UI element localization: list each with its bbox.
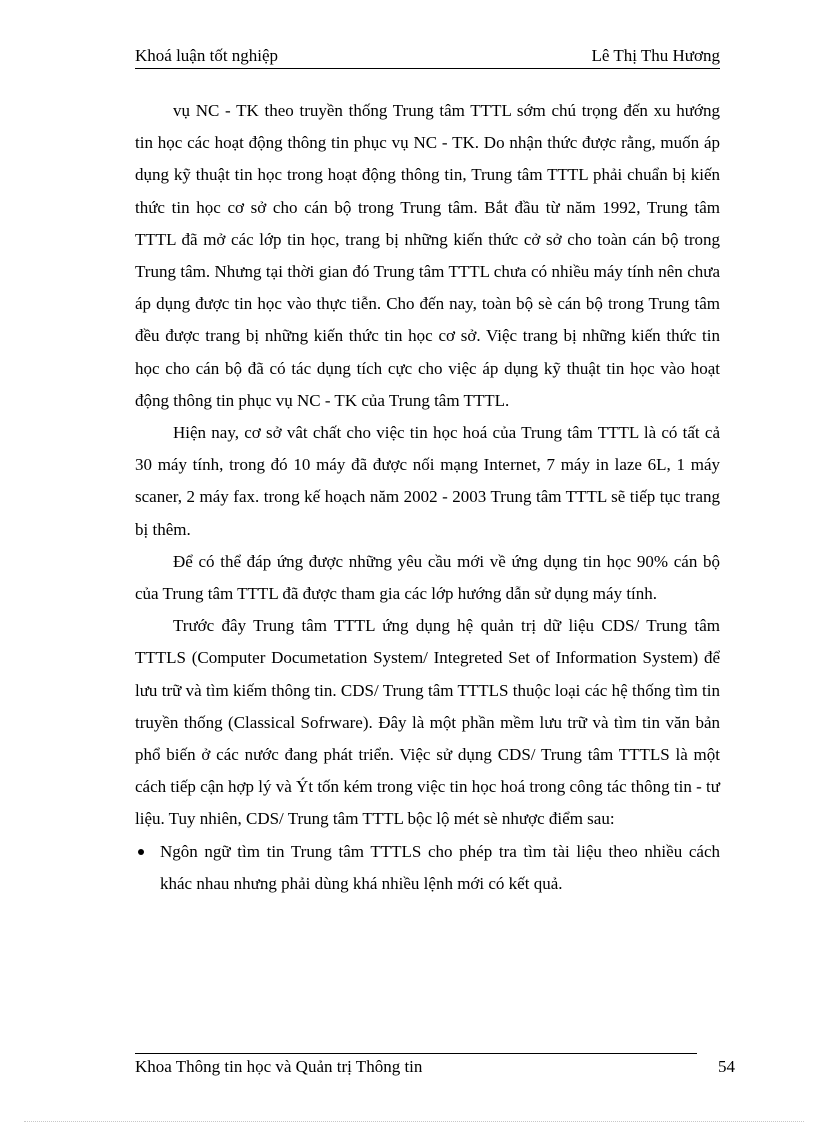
bullet-icon (138, 849, 144, 855)
list-item-text: Ngôn ngữ tìm tin Trung tâm TTTLS cho phép tra tìm tài liệu theo nhiều cách khác nhau nhưng phải dùng khá nhiều lệnh mới có kết quả. (160, 841, 720, 893)
paragraph: vụ NC - TK theo truyền thống Trung tâm TTTL sớm chú trọng đến xu hướng tin học các hoạt động thông tin phục vụ NC - TK. Do nhận thức được rằng, muốn áp dụng kỹ thuật tin học trong hoạt động thông tin, Trung tâm TTTL phải chuẩn bị kiến thức tin học cơ sở cho cán bộ trong Trung tâm. Bắt đầu từ năm 1992, Trung tâm TTTL đã mở các lớp tin học, trang bị những kiến thức cở sở cho toàn cán bộ trong Trung tâm. Nhưng tại thời gian đó Trung tâm TTTL chưa có nhiều máy tính nên chưa áp dụng được tin học vào thực tiễn. Cho đến nay, toàn bộ sè cán bộ trong Trung tâm đều được trang bị những kiến thức tin học cơ sở. Việc trang bị những kiến thức tin học cho cán bộ đã có tác dụng tích cực cho việc áp dụng kỹ thuật tin học vào hoạt động thông tin phục vụ NC - TK của Trung tâm TTTL. (135, 101, 720, 410)
list-item (135, 836, 720, 900)
paragraph: Để có thể đáp ứng được những yêu cầu mới về ứng dụng tin học 90% cán bộ của Trung tâm TTTL đã được tham gia các lớp hướng dẫn sử dụng máy tính. (135, 551, 720, 604)
page-edge-divider (24, 1121, 804, 1122)
header-author-name: Lê Thị Thu Hương (591, 46, 720, 65)
bullet-list (135, 836, 720, 900)
paragraph: Trước đây Trung tâm TTTL ứng dụng hệ quản trị dữ liệu CDS/ Trung tâm TTTLS (Computer Documetation System/ Integreted Set of Information System) để lưu trữ và tìm kiếm thông tin. CDS/ Trung tâm TTTLS thuộc loại các hệ thống tìm tin truyền thống (Classical Sofrware). Đây là một phần mềm lưu trữ và tìm tin văn bản phổ biến ở các nước đang phát triển. Việc sử dụng CDS/ Trung tâm TTTLS là một cách tiếp cận hợp lý và Ýt tốn kém trong việc tin học hoá trong công tác thông tin - tư liệu. Tuy nhiên, CDS/ Trung tâm TTTL bộc lộ mét sè nhược điểm sau: (135, 616, 720, 829)
header-thesis-title: Khoá luận tốt nghiệp (135, 46, 279, 65)
footer-divider (135, 1053, 697, 1054)
paragraph: Hiện nay, cơ sở vât chất cho việc tin học hoá của Trung tâm TTTL là có tất cả 30 máy tính, trong đó 10 máy đã được nối mạng Internet, 7 máy in laze 6L, 1 máy scaner, 2 máy fax. trong kế hoạch năm 2002 - 2003 Trung tâm TTTL sẽ tiếp tục trang bị thêm. (135, 423, 720, 539)
page-body (135, 95, 720, 900)
page-header (135, 46, 720, 69)
footer-faculty: Khoa Thông tin học và Quản trị Thông tin (135, 1057, 423, 1076)
page-number: 54 (718, 1057, 735, 1076)
